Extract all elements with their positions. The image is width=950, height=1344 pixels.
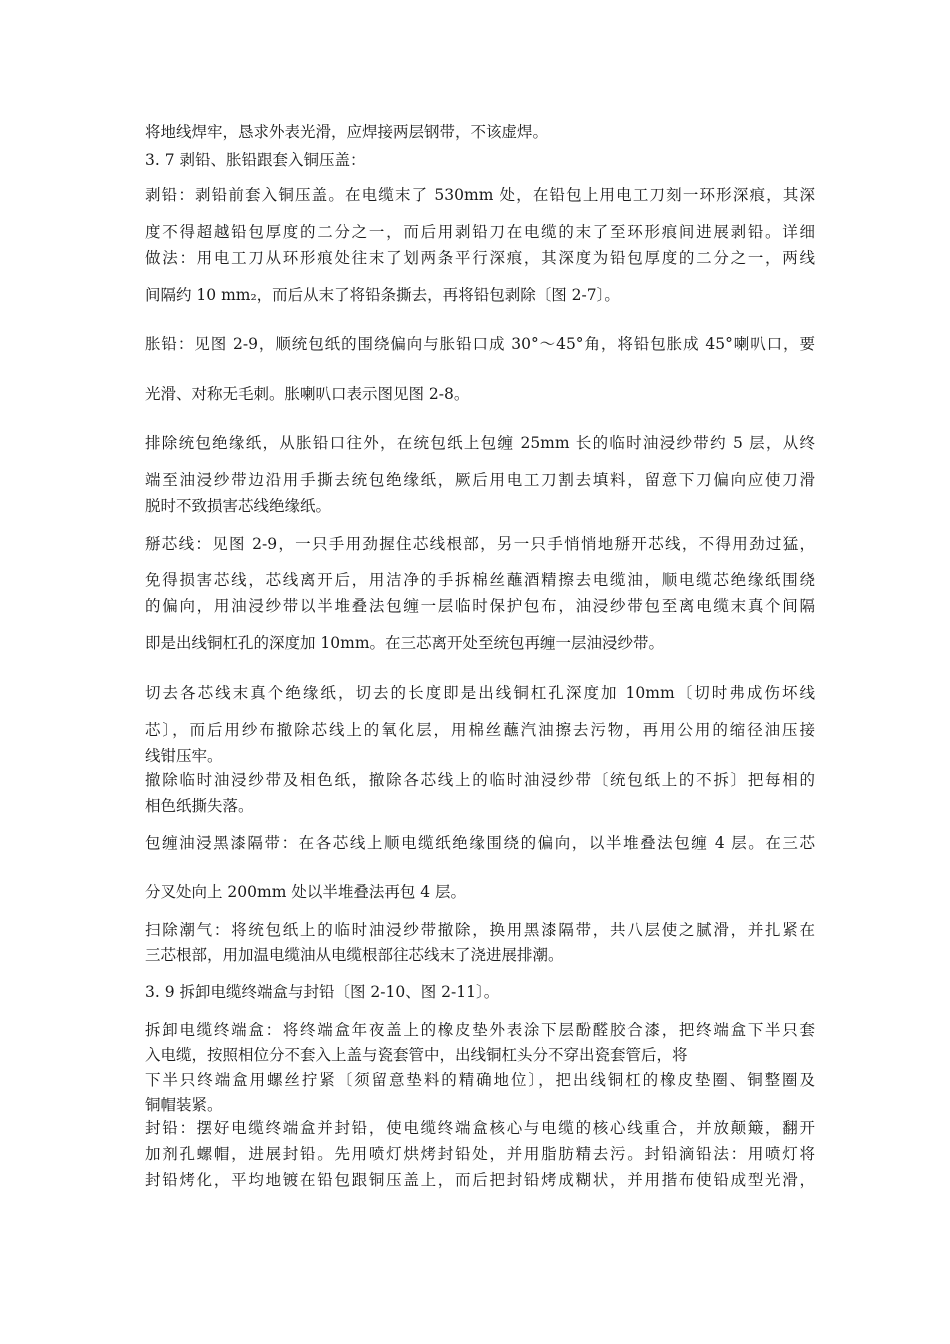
text-line: 封铅烤化，平均地镀在铅包跟铜压盖上，而后把封铅烤成糊状，并用揩布使铅成型光滑， [145, 1171, 815, 1189]
text-line: 的偏向，用油浸纱带以半堆叠法包缠一层临时保护包布，油浸纱带包至离电缆末真个间隔 [145, 597, 815, 615]
text-line: 拆卸电缆终端盒：将终端盒年夜盖上的橡皮垫外表涂下层酚醛胶合漆，把终端盒下半只套 [145, 1021, 815, 1039]
section-heading: 3. 9 拆卸电缆终端盒与封铅〔图 2-10、图 2-11〕。 [145, 983, 500, 1001]
text-line: 即是出线铜杠孔的深度加 10mm。在三芯离开处至统包再缠一层油浸纱带。 [145, 634, 665, 652]
text-line: 分叉处向上 200mm 处以半堆叠法再包 4 层。 [145, 883, 467, 901]
text-line: 三芯根部，用加温电缆油从电缆根部往芯线末了浇进展排潮。 [145, 946, 564, 964]
text-line: 免得损害芯线，芯线离开后，用洁净的手拆棉丝蘸酒精擦去电缆油，顺电缆芯绝缘纸围绕 [145, 571, 815, 589]
text-line: 做法：用电工刀从环形痕处往末了划两条平行深痕，其深度为铅包厚度的二分之一，两线 [145, 249, 815, 267]
text-line: 封铅：摆好电缆终端盒并封铅，使电缆终端盒核心与电缆的核心线重合，并放颠簸，翻开 [145, 1119, 815, 1137]
text-line: 线钳压牢。 [145, 747, 223, 765]
text-line: 将地线焊牢，恳求外表光滑，应焊接两层钢带，不该虚焊。 [145, 123, 549, 141]
text-line: 下半只终端盒用螺丝拧紧〔须留意垫料的精确地位〕，把出线铜杠的橡皮垫圈、铜整圈及 [145, 1071, 815, 1089]
text-line: 入电缆，按照相位分不套入上盖与瓷套管中，出线铜杠头分不穿出瓷套管后，将 [145, 1046, 688, 1064]
text-line: 剥铅：剥铅前套入铜压盖。在电缆末了 530mm 处，在铅包上用电工刀刻一环形深痕，其深 [145, 186, 815, 204]
text-line: 胀铅：见图 2-9，顺统包纸的围绕偏向与胀铅口成 30°～45°角，将铅包胀成 45°喇叭口，要 [145, 335, 815, 353]
section-heading: 3. 7 剥铅、胀铅跟套入铜压盖： [145, 151, 366, 169]
text-line: 铜帽装紧。 [145, 1096, 223, 1114]
text-line: 扫除潮气：将统包纸上的临时油浸纱带撤除，换用黑漆隔带，共八层使之腻滑，并扎紧在 [145, 921, 815, 939]
text-line: 加剂孔螺帽，进展封铅。先用喷灯烘烤封铅处，并用脂肪精去污。封铅滴铅法：用喷灯将 [145, 1145, 815, 1163]
text-line: 端至油浸纱带边沿用手撕去统包绝缘纸，厥后用电工刀割去填料，留意下刀偏向应使刀滑 [145, 471, 815, 489]
text-line: 排除统包绝缘纸，从胀铅口往外，在统包纸上包缠 25mm 长的临时油浸纱带约 5 层，从终 [145, 434, 815, 452]
text-line: 光滑、对称无毛刺。胀喇叭口表示图见图 2-8。 [145, 385, 470, 403]
text-line: 芯〕，而后用纱布撤除芯线上的氧化层，用棉丝蘸汽油擦去污物，再用公用的缩径油压接 [145, 721, 815, 739]
text-line: 包缠油浸黑漆隔带：在各芯线上顺电缆纸绝缘围绕的偏向，以半堆叠法包缠 4 层。在三芯 [145, 834, 815, 852]
text-line: 间隔约 10 mm₂，而后从末了将铅条撕去，再将铅包剥除〔图 2-7〕。 [145, 286, 620, 304]
text-line: 切去各芯线末真个绝缘纸，切去的长度即是出线铜杠孔深度加 10mm〔切时弗成伤坏线 [145, 684, 815, 702]
text-line: 撤除临时油浸纱带及相色纸，撤除各芯线上的临时油浸纱带〔统包纸上的不拆〕把每相的 [145, 771, 815, 789]
text-line: 相色纸撕失落。 [145, 797, 254, 815]
text-line: 度不得超越铅包厚度的二分之一，而后用剥铅刀在电缆的末了至环形痕间进展剥铅。详细 [145, 223, 815, 241]
text-line: 掰芯线：见图 2-9，一只手用劲握住芯线根部，另一只手悄悄地掰开芯线，不得用劲过猛， [145, 535, 815, 553]
text-line: 脱时不致损害芯线绝缘纸。 [145, 497, 332, 515]
